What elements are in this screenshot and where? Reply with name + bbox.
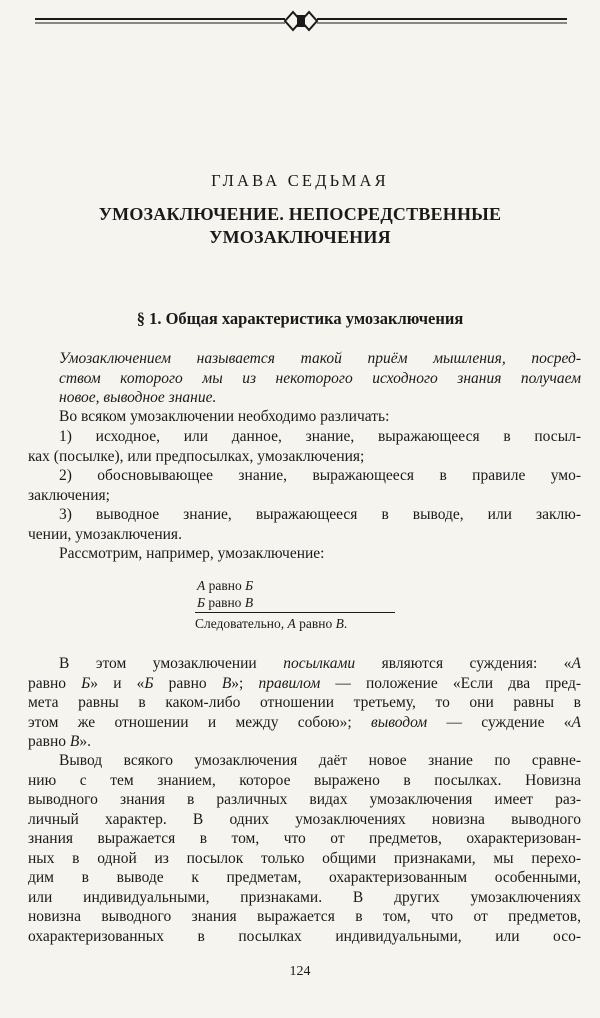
text-line: равно В». [28,733,91,750]
chapter-title [60,203,540,249]
text-line: дим в выводе к предметам, охарактеризованным особенными, [28,869,581,886]
premise-2: Б равно В [197,595,254,610]
page-number: 124 [289,964,311,979]
text-line: личный характер. В одних умозаключениях новизна выводного [28,810,581,828]
text-line: ных в одной из посылок только общими признаками, мы перехо- [28,849,581,867]
text-line: выводного знания в различных видах умозаключения имеет раз- [28,791,581,808]
text-line: мета равны в каком-либо отношении третьему, то они равны в [28,694,581,711]
text-line: чении, умозаключения. [28,525,182,543]
text-line: В этом умозаключении посылками являются суждения: «А [59,655,581,672]
text-line: 1) исходное, или данное, знание, выражающееся в посыл- [59,428,581,445]
chapter-label: ГЛАВА СЕДЬМАЯ [211,171,389,190]
paragraph-novelty [28,751,581,946]
text-line: ством которого мы из некоторого исходного знания получаем [59,369,581,387]
text-line: Во всяком умозаключении необходимо различать: [59,408,390,425]
text-line: равно Б» и «Б равно В»; правилом — положение «Если два пред- [28,674,581,692]
text-line: охарактеризованных в посылках индивидуальными, или осо- [28,927,581,945]
syllogism-formula [197,577,395,632]
definition-paragraph [59,349,581,408]
text-line: Вывод всякого умозаключения даёт новое знание по сравне- [59,752,581,769]
text-line: Умозаключением называется такой приём мышления, посред- [59,350,581,367]
text-line: знания выражается в том, что от предметов, охарактеризован- [28,830,581,847]
list-item-1 [28,427,581,466]
text-line: заключения; [28,486,110,504]
list-item-3 [28,505,581,544]
premise-1: А равно Б [197,578,254,593]
text-line: новое, выводное знание. [59,389,217,406]
chapter-title-line-1: УМОЗАКЛЮЧЕНИЕ. НЕПОСРЕДСТВЕННЫЕ [98,204,502,224]
text-line: 2) обосновывающее знание, выражающееся в правиле умо- [59,467,581,484]
text-line: 3) выводное знание, выражающееся в выводе, или заклю- [59,506,581,523]
header-ornament [35,8,567,34]
section-title: § 1. Общая характеристика умозаключения [136,309,464,328]
conclusion: Следовательно, А равно В. [195,616,348,631]
text-line: новизна выводного знания выражается в том, что от предметов, [28,908,581,925]
paragraph-example [59,544,581,564]
text-line: нию с тем знанием, которое выражено в посылках. Новизна [28,771,581,789]
paragraph-analysis [28,654,581,752]
text-line: или индивидуальными, признаками. В других умозаключениях [28,888,581,906]
paragraph-distinguish [59,407,581,427]
list-item-2 [28,466,581,505]
inference-line [195,612,395,613]
text-line: этом же отношении и между собою»; выводом — суждение «А [28,713,581,731]
chapter-title-line-2: УМОЗАКЛЮЧЕНИЯ [209,227,391,247]
text-line: ках (посылке), или предпосылках, умозаключения; [28,447,365,465]
text-line: Рассмотрим, например, умозаключение: [59,545,325,562]
